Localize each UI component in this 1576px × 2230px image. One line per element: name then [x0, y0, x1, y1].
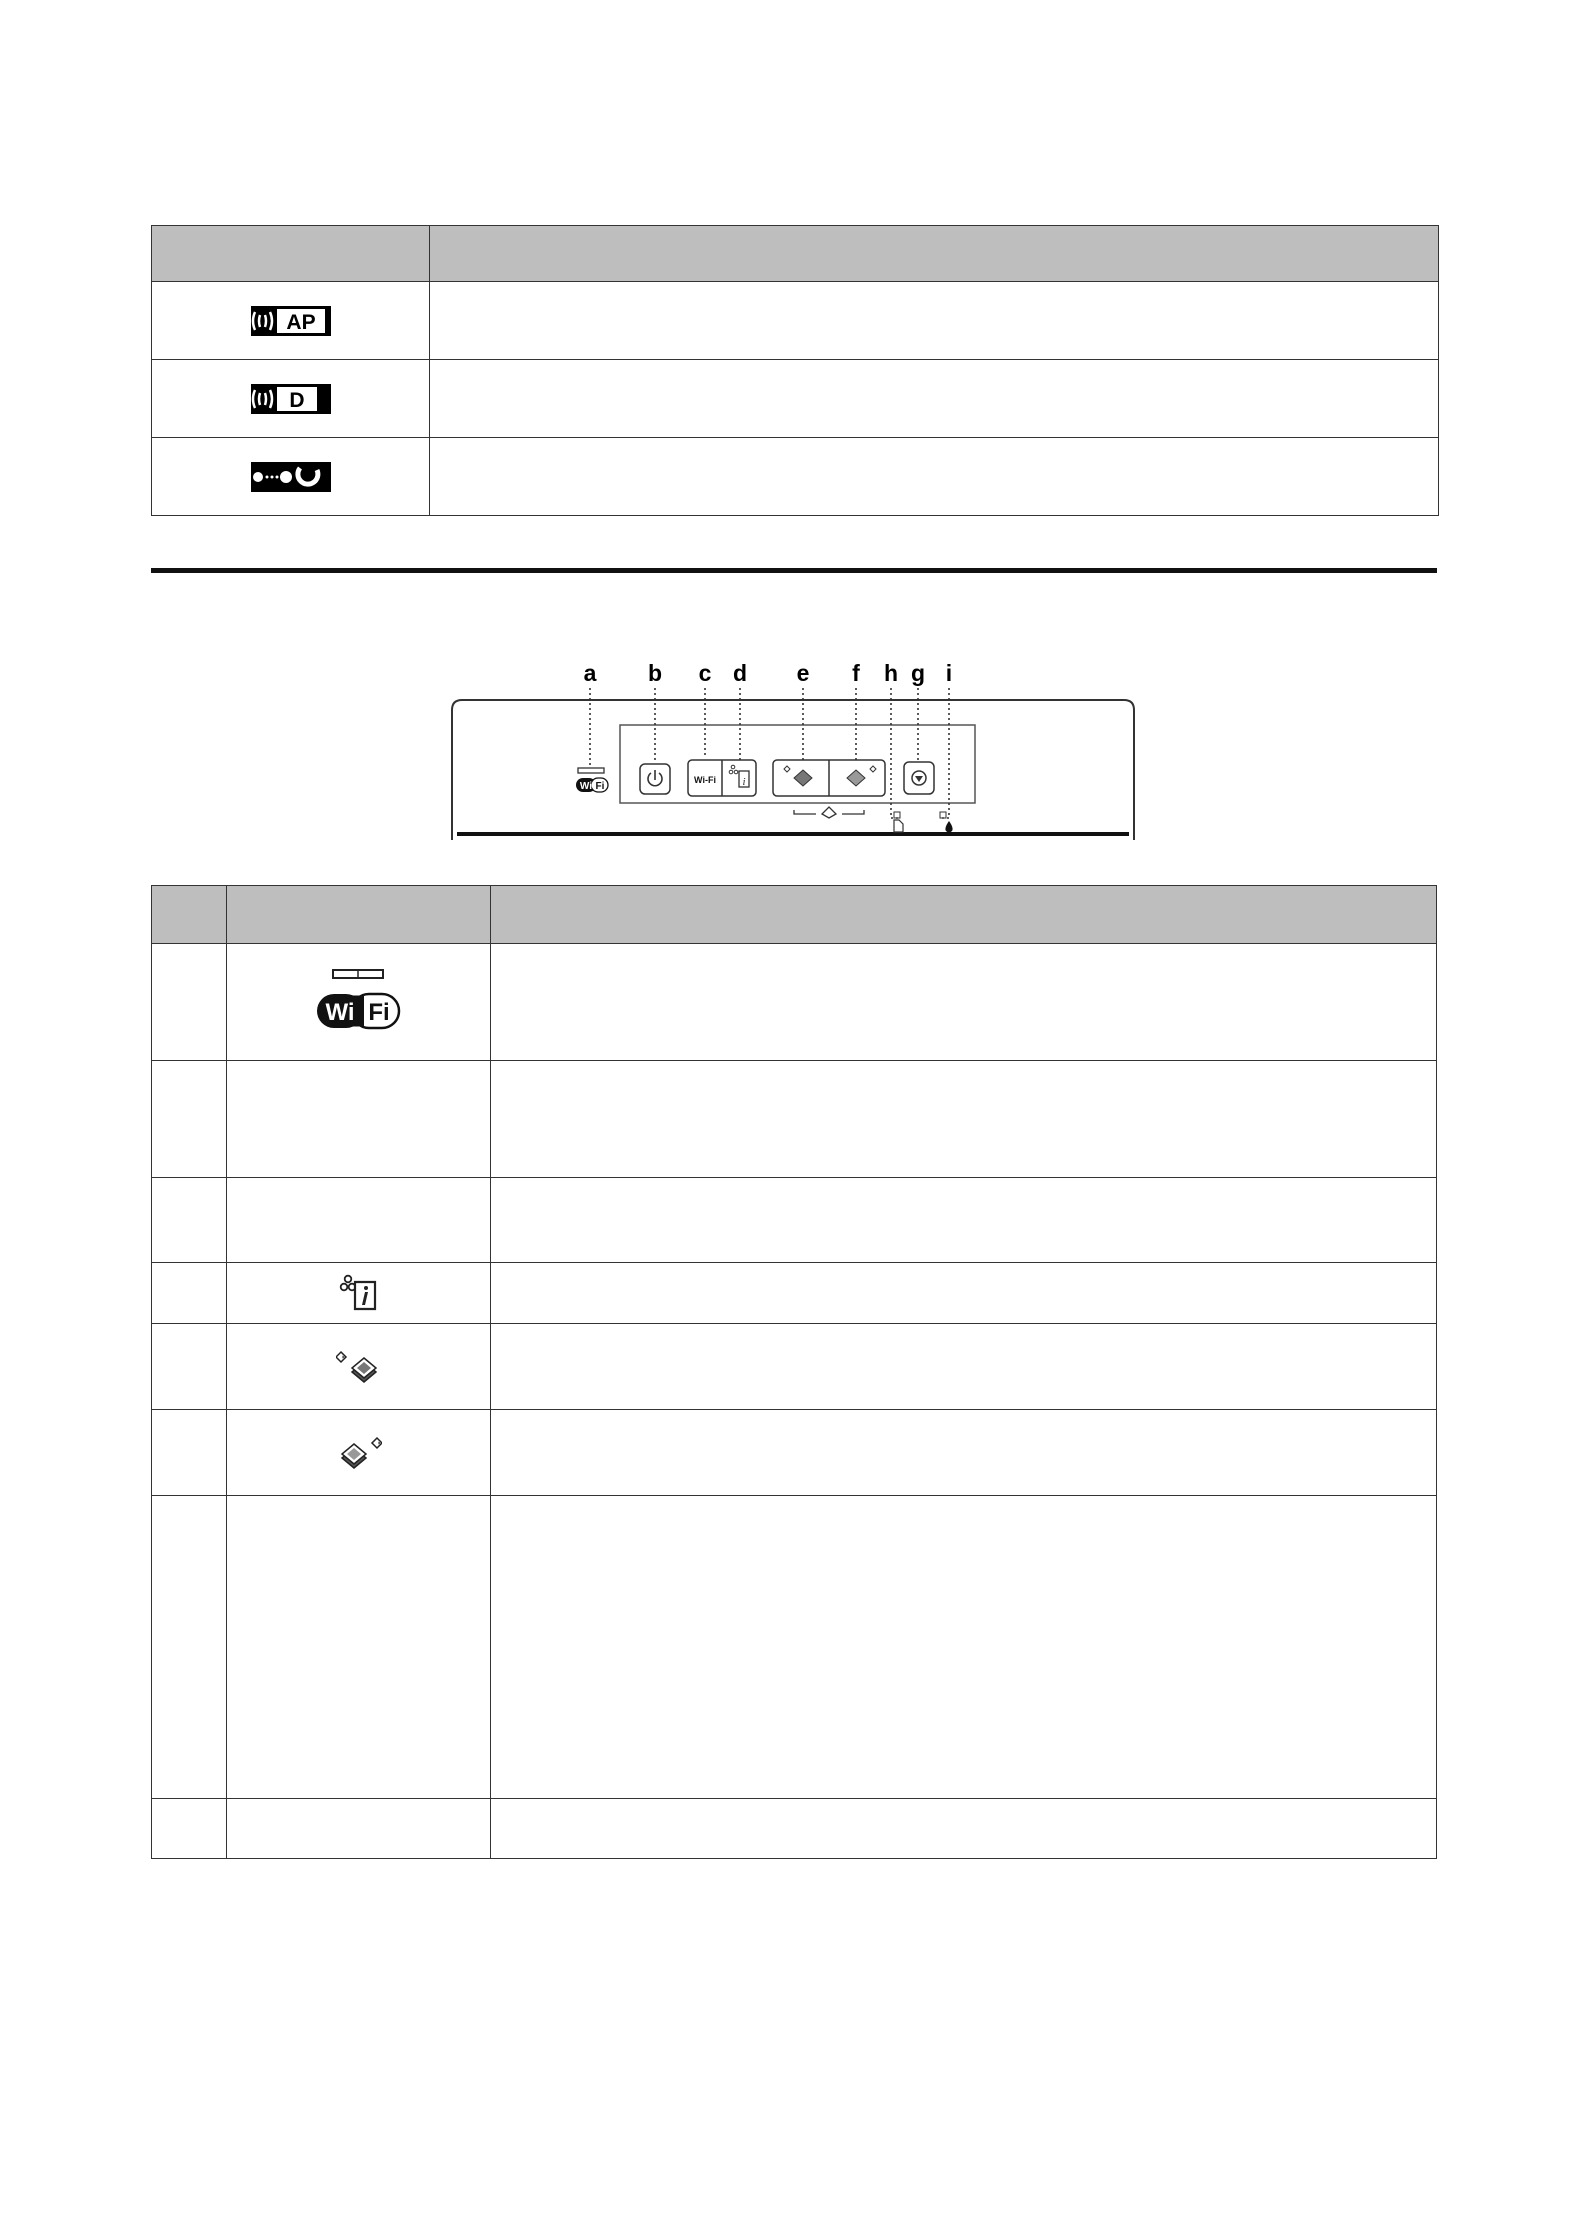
- description-cell: [430, 360, 1439, 438]
- header-cell: [152, 886, 227, 944]
- callout-label-b: b: [647, 660, 663, 686]
- wifi-text-left: Wi: [324, 999, 355, 1026]
- icon-cell: [227, 944, 491, 1061]
- callout-label-e: e: [796, 660, 810, 686]
- icon-cell: [227, 1061, 491, 1178]
- access-point-mode-icon: [251, 306, 331, 336]
- buttons-lights-table: [151, 885, 1437, 1859]
- table-row: [152, 282, 1439, 360]
- table-row: [152, 1061, 1437, 1178]
- icon-text: D: [288, 388, 305, 412]
- callout-label-g: g: [910, 660, 926, 686]
- icon-cell: [152, 438, 430, 516]
- callout-label-h: h: [883, 660, 899, 686]
- table-header-row: [152, 886, 1437, 944]
- table-header-row: [152, 226, 1439, 282]
- header-cell: [491, 886, 1437, 944]
- callout-label-f: f: [852, 660, 860, 686]
- index-cell: [152, 1178, 227, 1263]
- svg-text:i: i: [742, 776, 746, 788]
- network-status-sheet-icon: [339, 1274, 379, 1312]
- icon-cell: [227, 1799, 491, 1859]
- index-cell: [152, 1324, 227, 1410]
- icon-cell: [152, 360, 430, 438]
- description-cell: [430, 438, 1439, 516]
- callout-label-c: c: [698, 660, 712, 686]
- description-cell: [491, 1263, 1437, 1324]
- description-cell: [491, 1178, 1437, 1263]
- header-cell: [227, 886, 491, 944]
- table-row: [152, 1263, 1437, 1324]
- description-cell: [491, 1324, 1437, 1410]
- control-panel-diagram: [448, 660, 1148, 850]
- icon-text: AP: [285, 310, 316, 334]
- icon-cell: [227, 1324, 491, 1410]
- connecting-progress-icon: [251, 462, 331, 492]
- index-cell: [152, 1263, 227, 1324]
- wifi-button-text: Wi-Fi: [694, 775, 716, 785]
- header-cell: [152, 226, 430, 282]
- index-cell: [152, 944, 227, 1061]
- callout-label-a: a: [583, 660, 597, 686]
- callout-label-i: i: [945, 660, 953, 686]
- wifi-light-indicator: [578, 768, 604, 773]
- description-cell: [491, 1061, 1437, 1178]
- index-cell: [152, 1496, 227, 1799]
- wifi-light-icon: [316, 969, 402, 1035]
- icon-cell: [227, 1410, 491, 1496]
- index-cell: [152, 1061, 227, 1178]
- table-row: [152, 1496, 1437, 1799]
- header-cell: [430, 226, 1439, 282]
- description-cell: [491, 1496, 1437, 1799]
- wifi-text-right: Fi: [367, 999, 390, 1026]
- description-cell: [430, 282, 1439, 360]
- bw-copy-icon: [336, 1350, 382, 1384]
- callout-label-d: d: [732, 660, 748, 686]
- description-cell: [491, 1799, 1437, 1859]
- icon-cell: [227, 1496, 491, 1799]
- index-cell: [152, 1410, 227, 1496]
- table-row: [152, 1178, 1437, 1263]
- icon-cell: [227, 1178, 491, 1263]
- table-row: [152, 438, 1439, 516]
- wifi-badge-left: Wi: [579, 781, 593, 792]
- icon-cell: [152, 282, 430, 360]
- description-cell: [491, 1410, 1437, 1496]
- panel-illustration: [448, 660, 1148, 850]
- wifi-direct-mode-icon: [251, 384, 331, 414]
- description-cell: [491, 944, 1437, 1061]
- table-row: [152, 360, 1439, 438]
- table-row: [152, 944, 1437, 1061]
- section-rule: [151, 568, 1437, 573]
- table-row: [152, 1799, 1437, 1859]
- index-cell: [152, 1799, 227, 1859]
- status-icons-table: [151, 225, 1439, 516]
- color-copy-icon: [336, 1436, 382, 1470]
- icon-cell: [227, 1263, 491, 1324]
- wifi-badge-right: Fi: [595, 781, 605, 792]
- table-row: [152, 1324, 1437, 1410]
- table-row: [152, 1410, 1437, 1496]
